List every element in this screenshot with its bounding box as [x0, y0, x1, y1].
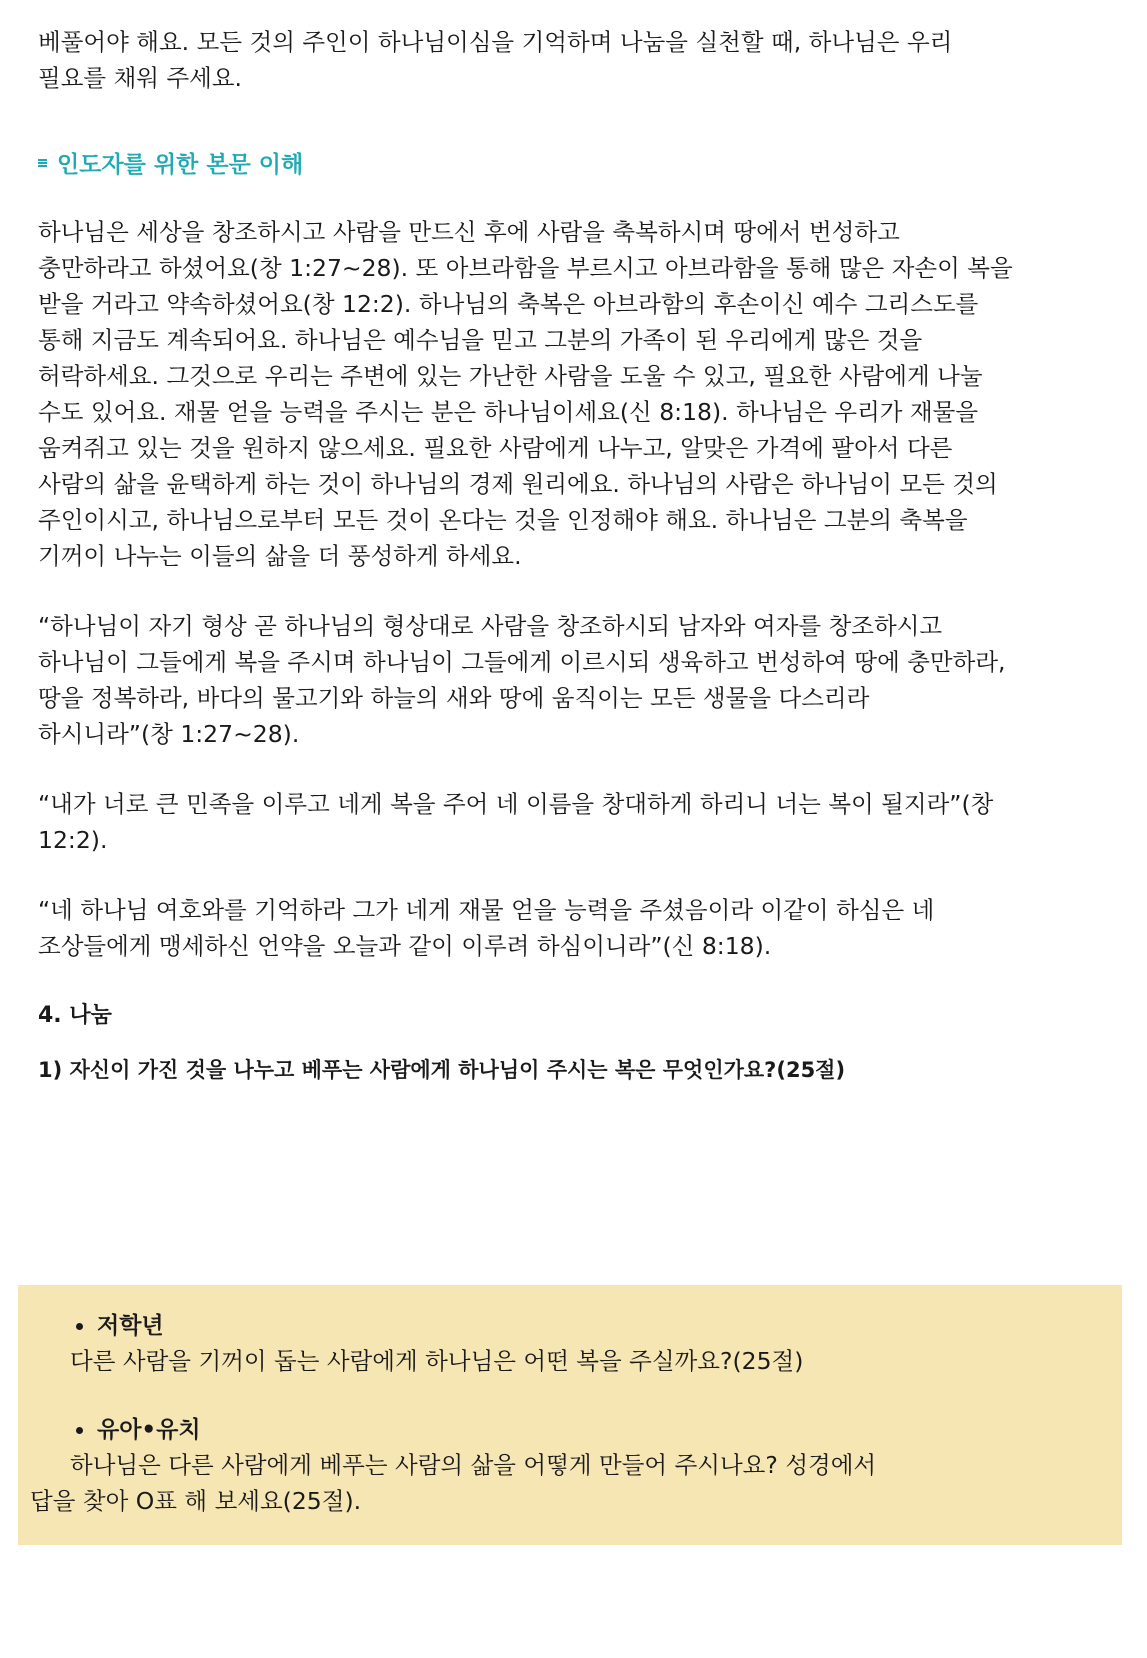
text-line: “네 하나님 여호와를 기억하라 그가 네게 재물 얻을 능력을 주셨음이라 이같이 하심은 네 [38, 896, 935, 924]
text-line: 베풀어야 해요. 모든 것의 주인이 하나님이심을 기억하며 나눔을 실천할 때, 하나님은 우리 [38, 28, 953, 56]
text-line: 12:2). [38, 826, 108, 854]
scripture-quote [38, 786, 1128, 858]
bullet-icon [76, 1427, 83, 1434]
text-line: 통해 지금도 계속되어요. 하나님은 예수님을 믿고 그분의 가족이 된 우리에게 많은 것을 [38, 326, 923, 354]
section-heading [38, 144, 1128, 180]
text-line: 하나님은 세상을 창조하시고 사람을 만드신 후에 사람을 축복하시며 땅에서 번성하고 [38, 218, 900, 246]
text-line: 기꺼이 나누는 이들의 삶을 더 풍성하게 하세요. [38, 542, 522, 570]
section-heading-text: 인도자를 위한 본문 이해 [57, 151, 304, 178]
note-item-text: 답을 찾아 O표 해 보세요(25절). [30, 1487, 362, 1515]
note-item-text: 다른 사람을 기꺼이 돕는 사람에게 하나님은 어떤 복을 주실까요?(25절) [70, 1347, 804, 1375]
text-line: 필요를 채워 주세요. [38, 64, 243, 92]
text-line: 사람의 삶을 윤택하게 하는 것이 하나님의 경제 원리에요. 하나님의 사람은 하나님이 모든 것의 [38, 470, 998, 498]
text-line: 땅을 정복하라, 바다의 물고기와 하늘의 새와 땅에 움직이는 모든 생물을 다스리라 [38, 684, 870, 712]
note-item-label: 유아•유치 [54, 1413, 1114, 1447]
text-line: 허락하세요. 그것으로 우리는 주변에 있는 가난한 사람을 도울 수 있고, 필요한 사람에게 나눌 [38, 362, 983, 390]
body-paragraph [38, 214, 1128, 574]
text-line: 조상들에게 맹세하신 언약을 오늘과 같이 이루려 하심이니라”(신 8:18). [38, 932, 772, 960]
sharing-question: 1) 자신이 가진 것을 나누고 베푸는 사람에게 하나님이 주시는 복은 무엇인가요?(25절) [38, 1058, 846, 1082]
text-line: 충만하라고 하셨어요(창 1:27~28). 또 아브라함을 부르시고 아브라함을 통해 많은 자손이 복을 [38, 254, 1013, 282]
bars-icon [38, 158, 47, 167]
text-line: 하시니라”(창 1:27~28). [38, 720, 300, 748]
text-line: 받을 거라고 약속하셨어요(창 12:2). 하나님의 축복은 아브라함의 후손이신 예수 그리스도를 [38, 290, 979, 318]
note-item-text: 하나님은 다른 사람에게 베푸는 사람의 삶을 어떻게 만들어 주시나요? 성경에서 [70, 1451, 877, 1479]
intro-paragraph [38, 24, 1128, 96]
scripture-quote [38, 608, 1128, 752]
note-item-label: 저학년 [54, 1309, 1114, 1343]
note-box [18, 1285, 1122, 1545]
text-line: “하나님이 자기 형상 곧 하나님의 형상대로 사람을 창조하시되 남자와 여자를 창조하시고 [38, 612, 943, 640]
document-page [38, 24, 1128, 1086]
bullet-icon [76, 1323, 83, 1330]
text-line: 수도 있어요. 재물 얻을 능력을 주시는 분은 하나님이세요(신 8:18). 하나님은 우리가 재물을 [38, 398, 979, 426]
text-line: 움켜쥐고 있는 것을 원하지 않으세요. 필요한 사람에게 나누고, 알맞은 가격에 팔아서 다른 [38, 434, 953, 462]
sharing-heading: 4. 나눔 [38, 1003, 112, 1028]
text-line: “내가 너로 큰 민족을 이루고 네게 복을 주어 네 이름을 창대하게 하리니 너는 복이 될지라”(창 [38, 790, 994, 818]
text-line: 주인이시고, 하나님으로부터 모든 것이 온다는 것을 인정해야 해요. 하나님은 그분의 축복을 [38, 506, 968, 534]
text-line: 하나님이 그들에게 복을 주시며 하나님이 그들에게 이르시되 생육하고 번성하여 땅에 충만하라, [38, 648, 1006, 676]
scripture-quote [38, 892, 1128, 964]
